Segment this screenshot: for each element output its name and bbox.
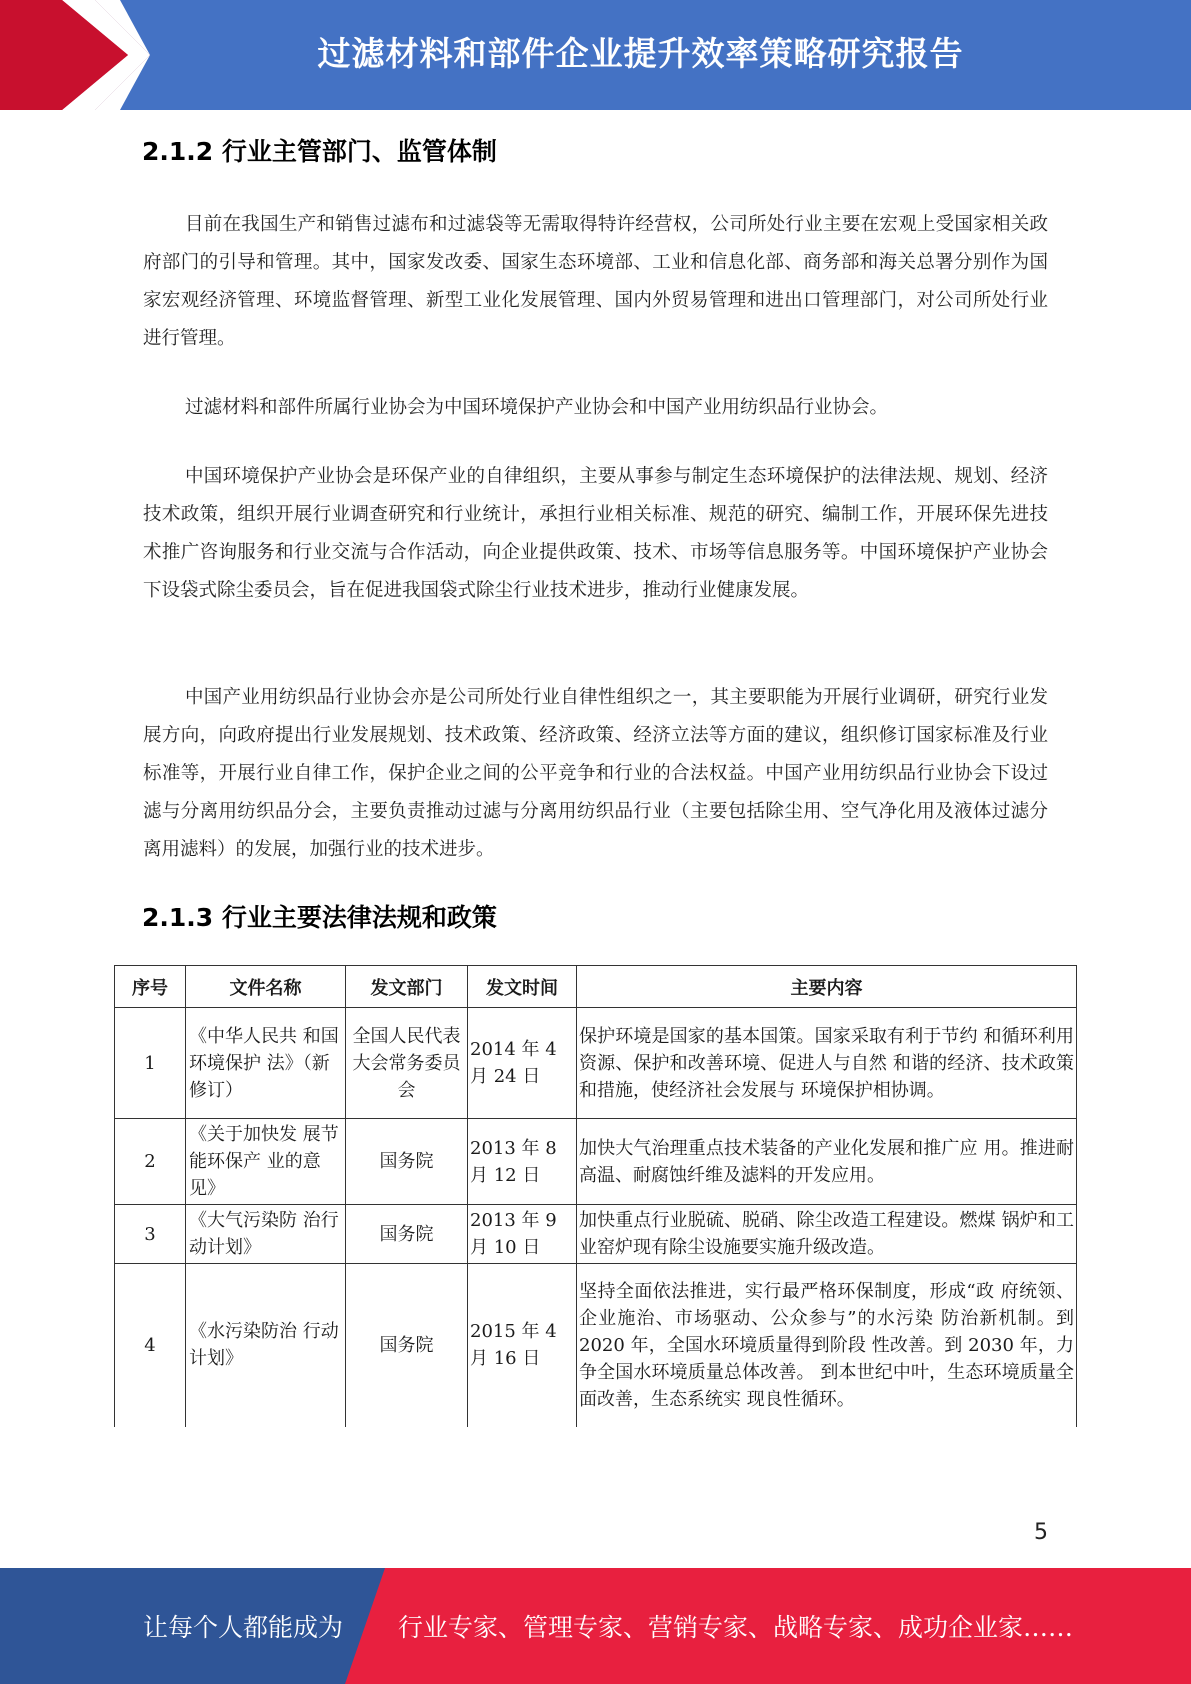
header-banner (0, 0, 1191, 110)
cell-dept: 国务院 (346, 1119, 468, 1205)
footer-banner (0, 1568, 1191, 1684)
header-no: 序号 (115, 966, 186, 1008)
cell-dept: 国务院 (346, 1264, 468, 1427)
report-title: 过滤材料和部件企业提升效率策略研究报告 (317, 34, 964, 73)
cell-date: 2015 年 4 月 16 日 (468, 1264, 577, 1427)
paragraph-environment-association: 中国环境保护产业协会是环保产业的自律组织，主要从事参与制定生态环境保护的法律法规、规划、经济技术政策，组织开展行业调查研究和行业统计，承担行业相关标准、规范的研究、编制工作，开展环保先进技术推广咨询服务和行业交流与合作活动，向企业提供政策、技术、市场等信息服务等。中国环境保护产业协会下设袋式除尘委员会，旨在促进我国袋式除尘行业技术进步，推动行业健康发展。 (143, 466, 1048, 601)
table-row (115, 1119, 1077, 1205)
header-dept: 发文部门 (346, 966, 468, 1008)
cell-no: 1 (115, 1008, 186, 1119)
footer-slogan-right: 行业专家、管理专家、营销专家、战略专家、成功企业家…… (398, 1613, 1074, 1642)
cell-content: 加快大气治理重点技术装备的产业化发展和推广应 用。推进耐高温、耐腐蚀纤维及滤料的开发应用。 (577, 1119, 1077, 1205)
cell-no: 3 (115, 1205, 186, 1264)
header-content: 主要内容 (577, 966, 1077, 1008)
cell-name: 《中华人民共 和国环境保护 法》（新修订） (186, 1008, 346, 1119)
table-row (115, 1205, 1077, 1264)
cell-dept: 国务院 (346, 1205, 468, 1264)
cell-dept: 全国人民代表大会常务委员会 (346, 1008, 468, 1119)
section-heading-2-1-2: 2.1.2 行业主管部门、监管体制 (142, 137, 497, 166)
footer-slogan-left: 让每个人都能成为 (143, 1613, 344, 1642)
cell-content: 坚持全面依法推进，实行最严格环保制度，形成“政 府统领、企业施治、市场驱动、公众参与”的水污染 防治新机制。到 2020 年，全国水环境质量得到阶段 性改善。到 2030 年，力争全国水环境质量总体改善。 到本世纪中叶，生态环境质量全面改善，生态系统实 现良性循环。 (577, 1264, 1077, 1427)
page-number: 5 (1034, 1520, 1048, 1545)
cell-name: 《大气污染防 治行动计划》 (186, 1205, 346, 1264)
table-row (115, 1264, 1077, 1427)
cell-content: 加快重点行业脱硫、脱硝、除尘改造工程建设。燃煤 锅炉和工业窑炉现有除尘设施要实施升级改造。 (577, 1205, 1077, 1264)
paragraph-regulators: 目前在我国生产和销售过滤布和过滤袋等无需取得特许经营权，公司所处行业主要在宏观上受国家相关政府部门的引导和管理。其中，国家发改委、国家生态环境部、工业和信息化部、商务部和海关总署分别作为国家宏观经济管理、环境监督管理、新型工业化发展管理、国内外贸易管理和进出口管理部门，对公司所处行业进行管理。 (143, 214, 1048, 349)
cell-content: 保护环境是国家的基本国策。国家采取有利于节约 和循环利用资源、保护和改善环境、促进人与自然 和谐的经济、技术政策和措施，使经济社会发展与 环境保护相协调。 (577, 1008, 1077, 1119)
cell-date: 2013 年 8 月 12 日 (468, 1119, 577, 1205)
cell-no: 4 (115, 1264, 186, 1427)
table-header-row (115, 966, 1077, 1008)
cell-date: 2014 年 4 月 24 日 (468, 1008, 577, 1119)
cell-name: 《关于加快发 展节能环保产 业的意见》 (186, 1119, 346, 1205)
paragraph-associations: 过滤材料和部件所属行业协会为中国环境保护产业协会和中国产业用纺织品行业协会。 (185, 397, 889, 418)
cell-date: 2013 年 9 月 10 日 (468, 1205, 577, 1264)
cell-name: 《水污染防治 行动计划》 (186, 1264, 346, 1427)
table-row (115, 1008, 1077, 1119)
paragraph-textile-association: 中国产业用纺织品行业协会亦是公司所处行业自律性组织之一，其主要职能为开展行业调研，研究行业发展方向，向政府提出行业发展规划、技术政策、经济政策、经济立法等方面的建议，组织修订国家标准及行业标准等，开展行业自律工作，保护企业之间的公平竞争和行业的合法权益。中国产业用纺织品行业协会下设过滤与分离用纺织品分会，主要负责推动过滤与分离用纺织品行业（主要包括除尘用、空气净化用及液体过滤分离用滤料）的发展，加强行业的技术进步。 (143, 687, 1048, 860)
policy-table (114, 965, 1077, 1427)
cell-no: 2 (115, 1119, 186, 1205)
section-heading-2-1-3: 2.1.3 行业主要法律法规和政策 (142, 903, 497, 932)
header-date: 发文时间 (468, 966, 577, 1008)
header-name: 文件名称 (186, 966, 346, 1008)
